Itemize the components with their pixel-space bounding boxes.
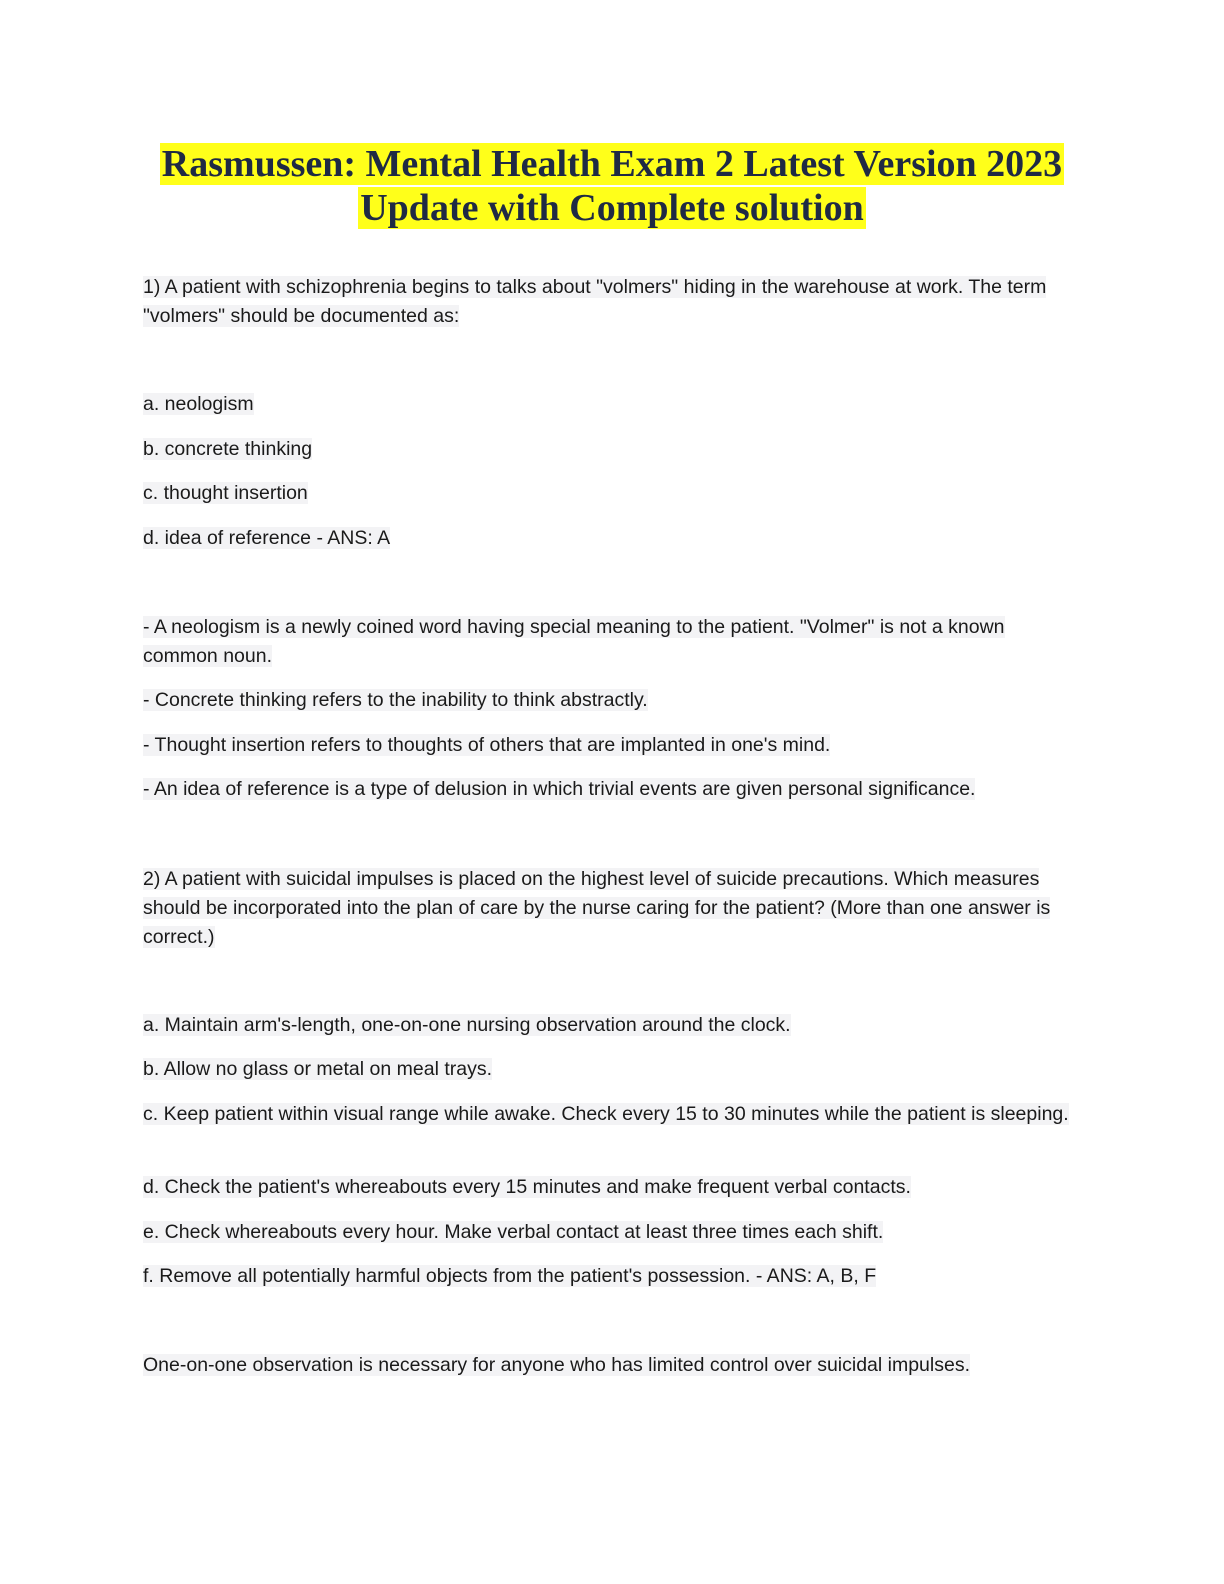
question-1-rationale-2: - Concrete thinking refers to the inability to think abstractly. <box>143 689 648 711</box>
title-line-2: Update with Complete solution <box>360 187 864 229</box>
question-1-option-d: d. idea of reference - ANS: A <box>143 527 391 549</box>
question-1-option-c: c. thought insertion <box>143 482 308 504</box>
question-2-rationale: One-on-one observation is necessary for anyone who has limited control over suicidal impulses. <box>143 1354 970 1376</box>
question-2-option-a: a. Maintain arm's-length, one-on-one nursing observation around the clock. <box>143 1014 791 1036</box>
question-2-option-b: b. Allow no glass or metal on meal trays. <box>143 1058 492 1080</box>
question-1-option-b: b. concrete thinking <box>143 438 313 460</box>
question-1-option-a: a. neologism <box>143 393 254 415</box>
question-1-rationale-3: - Thought insertion refers to thoughts of others that are implanted in one's mind. <box>143 734 831 756</box>
question-2-option-d: d. Check the patient's whereabouts every 15 minutes and make frequent verbal contacts. <box>143 1176 911 1198</box>
question-2-option-f: f. Remove all potentially harmful objects from the patient's possession. - ANS: A, B, F <box>143 1265 877 1287</box>
question-1-rationale-1: - A neologism is a newly coined word having special meaning to the patient. "Volmer" is not a known common noun. <box>143 616 1005 667</box>
title-line-1: Rasmussen: Mental Health Exam 2 Latest Version 2023 <box>161 143 1063 185</box>
question-2-text: 2) A patient with suicidal impulses is placed on the highest level of suicide precautions. Which measures should be incorporated into the plan of care by the nurse caring for the patient? (More than one answer is correct.) <box>143 868 1051 948</box>
question-1-rationale-4: - An idea of reference is a type of delusion in which trivial events are given personal significance. <box>143 778 976 800</box>
document-title <box>100 142 1124 230</box>
question-1-text: 1) A patient with schizophrenia begins to talks about "volmers" hiding in the warehouse at work. The term "volmers" should be documented as: <box>143 276 1047 327</box>
question-2-option-e: e. Check whereabouts every hour. Make verbal contact at least three times each shift. <box>143 1221 884 1243</box>
question-2-option-c: c. Keep patient within visual range while awake. Check every 15 to 30 minutes while the patient is sleeping. <box>143 1103 1069 1125</box>
